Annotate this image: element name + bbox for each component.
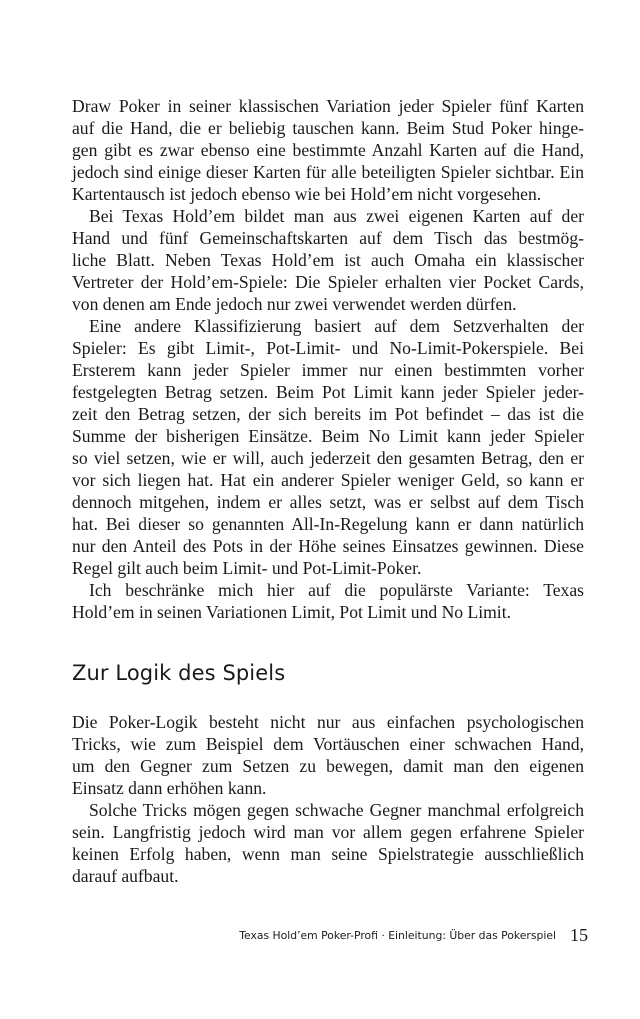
body-text-line: um den Gegner zum Setzen zu bewegen, damit man den eigenen — [72, 756, 584, 776]
body-text-line: Spieler: Es gibt Limit-, Pot-Limit- und No-Limit-Pokerspiele. Bei — [72, 338, 584, 358]
section-heading: Zur Logik des Spiels — [72, 661, 286, 685]
body-text-line: Summe der bisherigen Einsätze. Beim No Limit kann jeder Spieler — [72, 426, 584, 446]
body-text-line: darauf aufbaut. — [72, 866, 179, 886]
body-text-line: Hold’em in seinen Variationen Limit, Pot Limit und No Limit. — [72, 602, 511, 622]
body-text-line: Solche Tricks mögen gegen schwache Gegner manchmal erfolgreich — [89, 800, 584, 820]
page-number: 15 — [570, 925, 588, 945]
body-text-line: Die Poker-Logik besteht nicht nur aus einfachen psychologischen — [72, 712, 584, 732]
body-text-line: Einsatz dann erhöhen kann. — [72, 778, 267, 798]
body-text-line: jedoch sind einige dieser Karten für alle beteiligten Spieler sichtbar. Ein — [72, 162, 584, 182]
body-text-line: so viel setzen, wie er will, auch jederzeit den gesamten Betrag, den er — [72, 448, 584, 468]
body-text-line: dennoch mitgehen, indem er alles setzt, was er selbst auf dem Tisch — [72, 492, 584, 512]
body-text-line: keinen Erfolg haben, wenn man seine Spielstrategie ausschließlich — [72, 844, 584, 864]
body-text-line: Draw Poker in seiner klassischen Variation jeder Spieler fünf Karten — [72, 96, 584, 116]
body-text-line: zeit den Betrag setzen, der sich bereits im Pot befindet – das ist die — [72, 404, 584, 424]
body-text-line: Ich beschränke mich hier auf die populärste Variante: Texas — [89, 580, 584, 600]
body-text-line: auf die Hand, die er beliebig tauschen kann. Beim Stud Poker hinge- — [72, 118, 584, 138]
body-text-line: Vertreter der Hold’em-Spiele: Die Spieler erhalten vier Pocket Cards, — [72, 272, 584, 292]
body-text-line: hat. Bei dieser so genannten All-In-Regelung kann er dann natürlich — [72, 514, 584, 534]
body-text-line: festgelegten Betrag setzen. Beim Pot Limit kann jeder Spieler jeder- — [72, 382, 584, 402]
body-text-line: Kartentausch ist jedoch ebenso wie bei Hold’em nicht vorgesehen. — [72, 184, 542, 204]
body-text-line: liche Blatt. Neben Texas Hold’em ist auch Omaha ein klassischer — [72, 250, 584, 270]
body-text-line: sein. Langfristig jedoch wird man vor allem gegen erfahrene Spieler — [72, 822, 584, 842]
body-text-line: vor sich liegen hat. Hat ein anderer Spieler weniger Geld, so kann er — [72, 470, 584, 490]
body-text-line: gen gibt es zwar ebenso eine bestimmte Anzahl Karten auf die Hand, — [72, 140, 584, 160]
body-text-line: nur den Anteil des Pots in der Höhe seines Einsatzes gewinnen. Diese — [72, 536, 584, 556]
body-text-line: Bei Texas Hold’em bildet man aus zwei eigenen Karten auf der — [89, 206, 584, 226]
body-text-line: Regel gilt auch beim Limit- und Pot-Limit-Poker. — [72, 558, 422, 578]
body-text-line: Eine andere Klassifizierung basiert auf dem Setzverhalten der — [89, 316, 584, 336]
body-text-line: von denen am Ende jedoch nur zwei verwendet werden dürfen. — [72, 294, 517, 314]
body-text-line: Hand und fünf Gemeinschaftskarten auf dem Tisch das bestmög- — [72, 228, 584, 248]
running-footer-title: Texas Hold’em Poker-Profi · Einleitung: Über das Pokerspiel — [239, 929, 556, 942]
body-text-line: Ersterem kann jeder Spieler immer nur einen bestimmten vorher — [72, 360, 584, 380]
body-text-line: Tricks, wie zum Beispiel dem Vortäuschen einer schwachen Hand, — [72, 734, 584, 754]
